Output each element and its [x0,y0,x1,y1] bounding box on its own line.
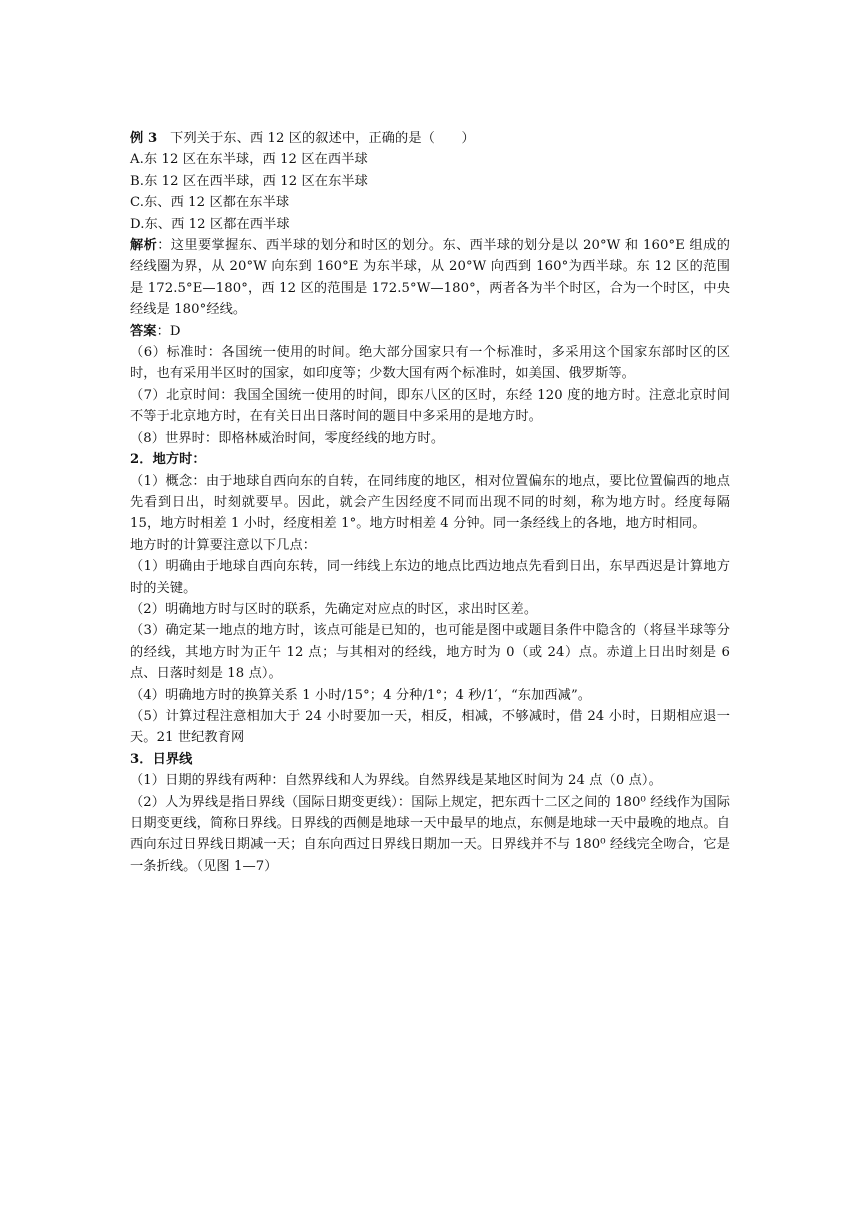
calc-point-5: （5）计算过程注意相加大于 24 小时要加一天，相反，相减，不够减时，借 24 小时，日期相应退一天。21 世纪教育网 [130,708,730,746]
example-label: 例 3 [130,131,158,146]
item-standard-time: （6）标准时：各国统一使用的时间。绝大部分国家只有一个标准时，多采用这个国家东部时区的区时，也有采用半区时的国家，如印度等；少数大国有两个标准时，如美国、俄罗斯等。 [130,345,730,382]
dateline-point-2: （2）人为界线是指日界线（国际日期变更线）：国际上规定，把东西十二区之间的 180⁰ 经线作为国际日期变更线，简称日界线。日界线的西侧是地球一天中最早的地点，东侧是地球一天中最晚的地点。自西向东过日界线日期减一天；自东向西过日界线日期加一天。日界线并不与 180⁰ 经线完全吻合，它是一条折线。（见图 1—7） [130,794,730,874]
example-question-line [130,128,730,149]
analysis-paragraph [130,235,730,321]
item-beijing-time: （7）北京时间：我国全国统一使用的时间，即东八区的区时，东经 120 度的地方时。注意北京时间不等于北京地方时，在有关日出日落时间的题目中多采用的是地方时。 [130,387,730,425]
section2-calc-intro: 地方时的计算要注意以下几点： [130,537,317,553]
answer-label: 答案 [130,323,157,339]
calc-point-2: （2）明确地方时与区时的联系，先确定对应点的时区，求出时区差。 [130,601,538,617]
example-question: 下列关于东、西 12 区的叙述中，正确的是（ ） [170,131,475,146]
item-world-time: （8）世界时：即格林威治时间，零度经线的地方时。 [130,430,445,446]
document-page [130,128,730,877]
analysis-label: 解析 [130,238,158,254]
option-c: C.东、西 12 区都在东半球 [130,195,290,211]
dateline-point-1: （1）日期的界线有两种：自然界线和人为界线。自然界线是某地区时间为 24 点（0 点）。 [130,773,662,789]
section3-heading: 3．日界线 [130,751,193,767]
calc-point-4: （4）明确地方时的换算关系 1 小时/15°；4 分种/1°；4 秒/1′，“东加西减”。 [130,687,592,703]
answer-text: ：D [156,323,181,339]
option-a: A.东 12 区在东半球，西 12 区在西半球 [130,152,368,168]
calc-point-1: （1）明确由于地球自西向东转，同一纬线上东边的地点比西边地点先看到日出，东早西迟是计算地方时的关键。 [130,559,730,596]
calc-point-3: （3）确定某一地点的地方时，该点可能是已知的，也可能是图中或题目条件中隐含的（将昼半球等分的经线，其地方时为正午 12 点；与其相对的经线，地方时为 0（或 24）点。赤道上日出时刻是 6 点、日落时刻是 18 点）。 [130,623,730,682]
analysis-text: ：这里要掌握东、西半球的划分和时区的划分。东、西半球的划分是以 20°W 和 160°E 组成的经线圈为界，从 20°W 向东到 160°E 为东半球，从 20°W 向西到 160°为西半球。东 12 区的范围是 172.5°E—180°，西 12 区的范围是 172.5°W—180°，两者各为半个时区，合为一个时区，中央经线是 180°经线。 [130,238,731,318]
option-b: B.东 12 区在西半球，西 12 区在东半球 [130,173,368,189]
section2-concept: （1）概念：由于地球自西向东的自转，在同纬度的地区，相对位置偏东的地点，要比位置偏西的地点先看到日出，时刻就要早。因此，就会产生因经度不同而出现不同的时刻，称为地方时。经度每隔 15，地方时相差 1 小时，经度相差 1°。地方时相差 4 分钟。同一条经线上的各地，地方时相同。 [130,473,730,532]
answer-line [130,321,730,342]
option-d: D.东、西 12 区都在西半球 [130,216,290,232]
section2-heading: 2．地方时： [130,452,206,468]
